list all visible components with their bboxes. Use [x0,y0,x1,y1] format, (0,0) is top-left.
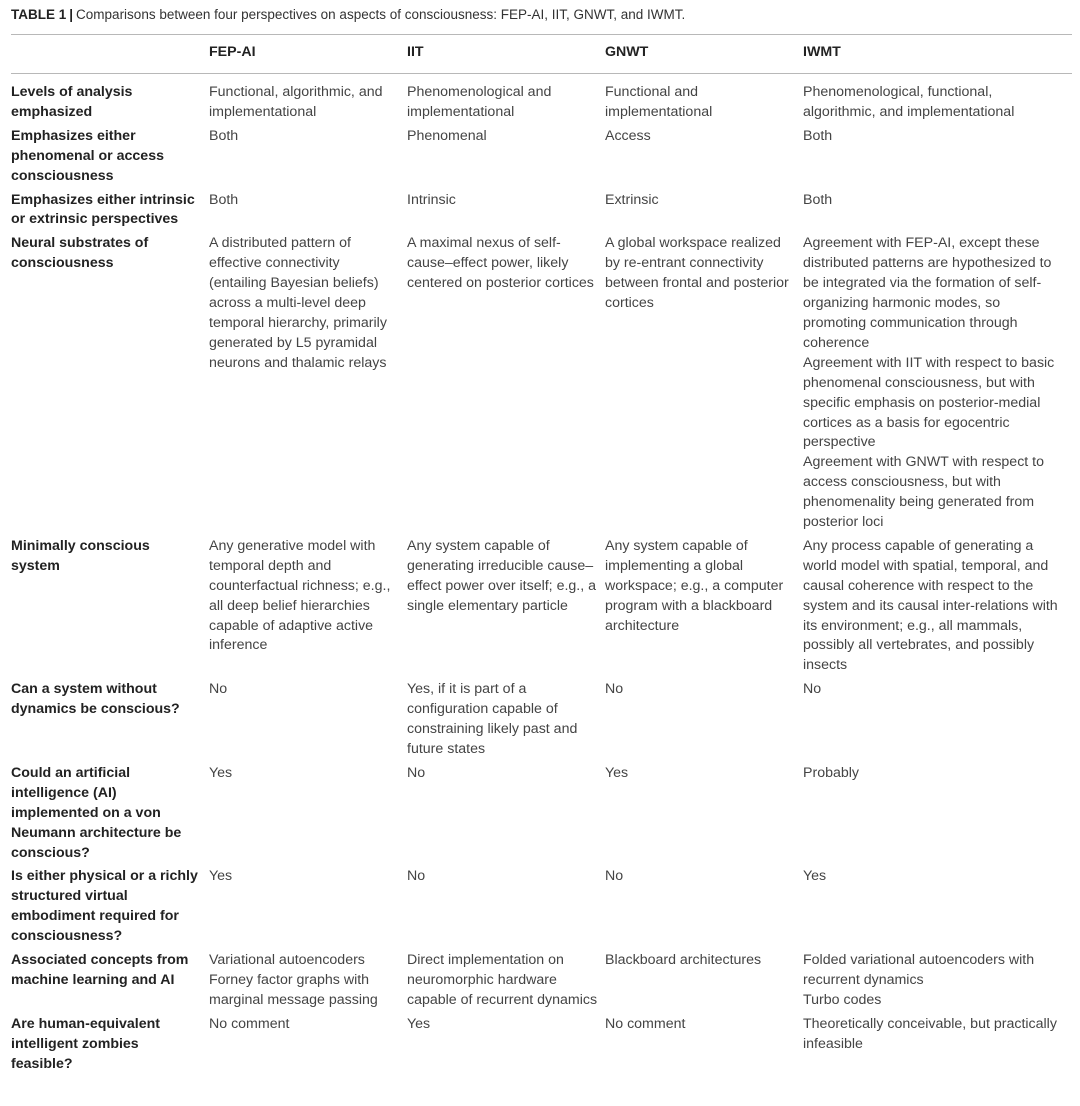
table-cell-iit [407,764,605,868]
table-cell-iit [407,191,605,235]
table-caption-separator: | [69,7,74,22]
table-cell-gnwt [605,764,803,868]
table-cell-fep-ai [209,867,407,951]
table-cell-fep-ai [209,234,407,537]
table-cell-fep-ai [209,127,407,191]
cell-paragraph: A distributed pattern of effective connectivity (entailing Bayesian beliefs) across a multi-level deep temporal hierarchy, primarily generated by L5 pyramidal neurons and thalamic relays [209,235,387,371]
table-cell-iit [407,680,605,764]
cell-paragraph: Yes [209,868,233,885]
cell-paragraph: No [605,868,624,885]
table-row [11,680,1072,764]
table-row [11,127,1072,191]
cell-paragraph: Yes [803,868,827,885]
comparison-table [11,40,1072,1079]
table-cell-iwmt [803,764,1072,868]
table-cell-iit [407,867,605,951]
table-cell-iwmt [803,680,1072,764]
table-cell-gnwt [605,127,803,191]
table-row [11,73,1072,127]
table-cell-gnwt [605,1015,803,1079]
cell-paragraph: Folded variational autoencoders with recurrent dynamics [803,952,1035,988]
cell-paragraph: Phenomenological, functional, algorithmic, and implementational [803,84,1015,120]
table-cell-fep-ai [209,191,407,235]
cell-paragraph: Turbo codes [803,991,882,1008]
table-cell-iit [407,234,605,537]
table-cell-fep-ai [209,1015,407,1079]
table-cell-fep-ai [209,73,407,127]
column-header-fep-ai: FEP-AI [209,44,256,60]
cell-paragraph: Any system capable of implementing a global workspace; e.g., a computer program with a blackboard architecture [605,537,784,634]
table-row [11,1015,1072,1079]
row-header: Are human-equivalent intelligent zombies feasible? [11,1015,160,1072]
table-row [11,951,1072,1015]
table-caption [11,6,685,24]
table-cell-fep-ai [209,951,407,1015]
table-cell-iwmt [803,537,1072,680]
cell-paragraph: Yes, if it is part of a configuration capable of constraining likely past and future states [407,681,578,757]
cell-paragraph: Theoretically conceivable, but practically infeasible [803,1015,1057,1052]
cell-paragraph: No [209,681,228,698]
column-header-iwmt: IWMT [803,44,841,60]
cell-paragraph: No comment [605,1015,686,1032]
column-header-iit: IIT [407,44,424,60]
cell-paragraph: Phenomenological and implementational [407,84,552,120]
table-row [11,764,1072,868]
cell-paragraph: A maximal nexus of self-cause–effect power, likely centered on posterior cortices [407,235,594,292]
cell-paragraph: Functional and implementational [605,84,713,120]
cell-paragraph: Extrinsic [605,191,659,208]
row-header: Emphasizes either phenomenal or access consciousness [11,127,164,184]
table-row [11,191,1072,235]
table-cell-iit [407,73,605,127]
cell-paragraph: Both [209,127,239,144]
cell-paragraph: No [407,764,426,781]
cell-paragraph: Variational autoencoders [209,952,365,969]
column-header-gnwt: GNWT [605,44,649,60]
table-cell-iwmt [803,234,1072,537]
cell-paragraph: Yes [407,1015,431,1032]
column-header-empty [11,40,209,73]
table-body [11,73,1072,1079]
row-header: Could an artificial intelligence (AI) implemented on a von Neumann architecture be conscious? [11,764,182,861]
cell-paragraph: No [407,868,426,885]
cell-paragraph: Agreement with FEP-AI, except these distributed patterns are hypothesized to be integrated via the formation of self-organizing harmonic modes, so promoting communication through coherence [803,235,1052,351]
table-cell-fep-ai [209,537,407,680]
row-header: Levels of analysis emphasized [11,84,133,120]
table-row [11,867,1072,951]
cell-paragraph: Any generative model with temporal depth and counterfactual richness; e.g., all deep belief hierarchies capable of adaptive active inference [209,537,391,654]
table-cell-fep-ai [209,764,407,868]
row-header: Emphasizes either intrinsic or extrinsic perspectives [11,191,195,228]
table-cell-gnwt [605,234,803,537]
table-cell-iit [407,1015,605,1079]
table-caption-label: TABLE 1 [11,7,67,22]
cell-paragraph: Intrinsic [407,191,456,208]
table-cell-iwmt [803,73,1072,127]
cell-paragraph: Access [605,127,651,144]
row-header: Is either physical or a richly structured virtual embodiment required for consciousness? [11,868,198,945]
cell-paragraph: Forney factor graphs with marginal message passing [209,971,378,1008]
cell-paragraph: Probably [803,764,859,781]
row-header: Can a system without dynamics be conscious? [11,681,180,718]
cell-paragraph: Any process capable of generating a world model with spatial, temporal, and causal coherence with respect to the system and its causal inter-relations with its environment; e.g., all mammals, possibly all vertebrates, and possibly insects [803,537,1058,674]
cell-paragraph: No comment [209,1015,290,1032]
table-cell-gnwt [605,537,803,680]
table-cell-fep-ai [209,680,407,764]
cell-paragraph: A global workspace realized by re-entrant connectivity between frontal and posterior cortices [605,235,789,312]
cell-paragraph: Direct implementation on neuromorphic hardware capable of recurrent dynamics [407,952,598,1008]
table-cell-gnwt [605,680,803,764]
table-cell-iwmt [803,127,1072,191]
table-cell-iwmt [803,951,1072,1015]
table-cell-gnwt [605,191,803,235]
table-cell-gnwt [605,73,803,127]
cell-paragraph: Both [209,191,239,208]
row-header: Neural substrates of consciousness [11,235,149,272]
cell-paragraph: Both [803,127,833,144]
cell-paragraph: No [605,681,624,698]
table-header [11,40,1072,73]
table-cell-gnwt [605,951,803,1015]
table-caption-text: Comparisons between four perspectives on aspects of consciousness: FEP-AI, IIT, GNWT, and IWMT. [76,7,686,22]
cell-paragraph: Yes [605,764,629,781]
header-row [11,40,1072,73]
cell-paragraph: Yes [209,764,233,781]
table-cell-iwmt [803,1015,1072,1079]
cell-paragraph: Any system capable of generating irreducible cause–effect power over itself; e.g., a single elementary particle [407,537,597,614]
cell-paragraph: No [803,681,822,698]
table-cell-iit [407,537,605,680]
cell-paragraph: Agreement with GNWT with respect to access consciousness, but with phenomenality being generated from posterior loci [803,454,1045,531]
row-header: Associated concepts from machine learning and AI [11,952,189,988]
table-cell-gnwt [605,867,803,951]
table-cell-iwmt [803,191,1072,235]
table-top-rule [11,34,1072,35]
table-row [11,537,1072,680]
table-cell-iit [407,127,605,191]
cell-paragraph: Phenomenal [407,127,487,144]
table-row [11,234,1072,537]
table-cell-iit [407,951,605,1015]
row-header: Minimally conscious system [11,537,150,574]
cell-paragraph: Functional, algorithmic, and implementational [209,84,383,120]
table-cell-iwmt [803,867,1072,951]
cell-paragraph: Both [803,191,833,208]
cell-paragraph: Blackboard architectures [605,952,762,969]
cell-paragraph: Agreement with IIT with respect to basic phenomenal consciousness, but with specific emphasis on posterior-medial cortices as a basis for egocentric perspective [803,354,1055,451]
